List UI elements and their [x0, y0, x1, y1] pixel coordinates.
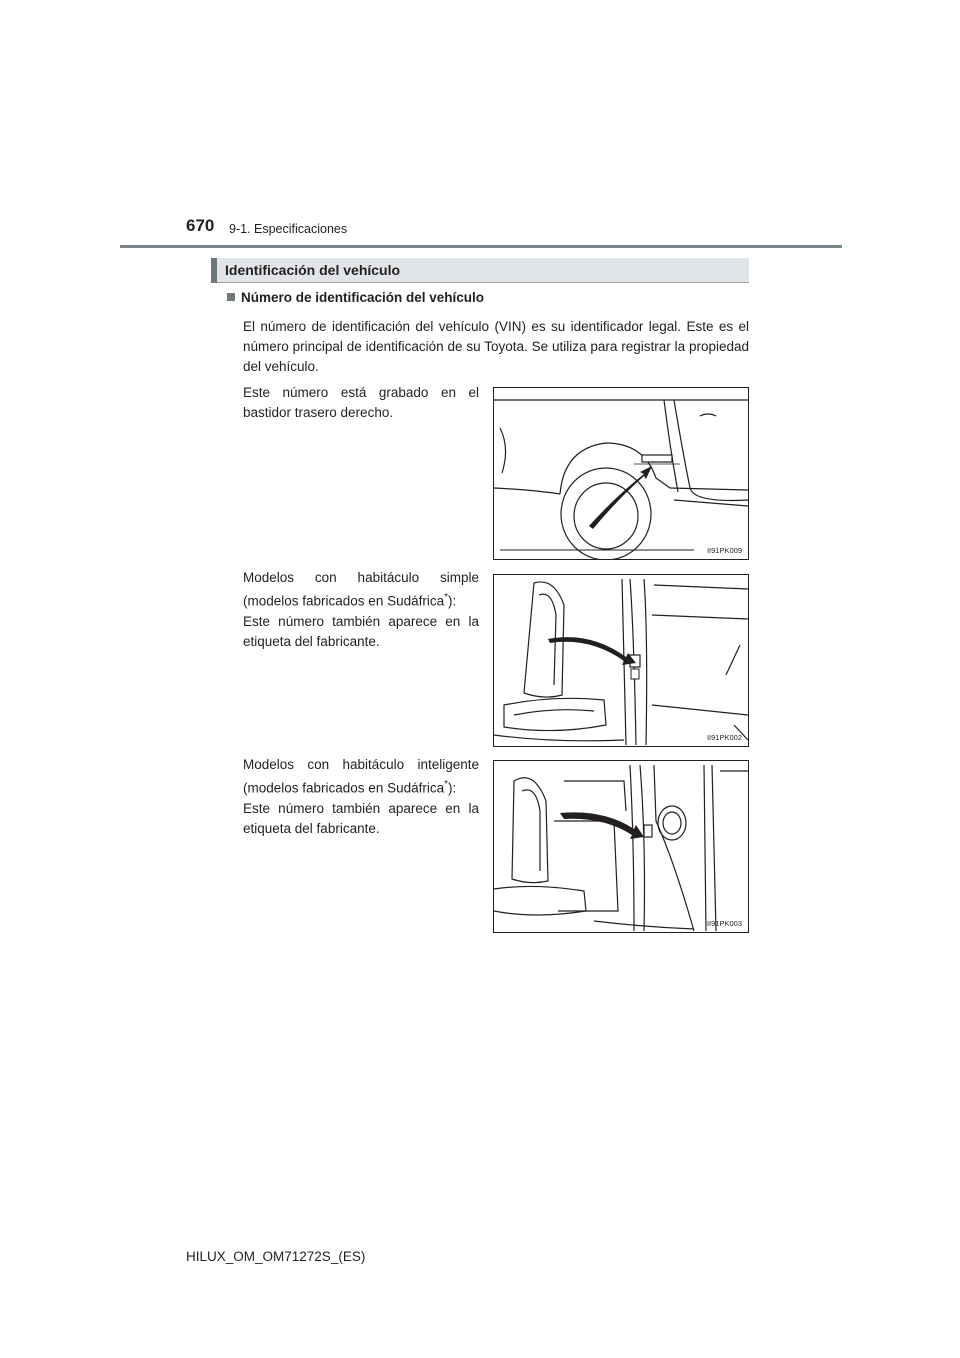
figure-rear-frame — [493, 387, 749, 560]
section-header — [211, 258, 749, 283]
figure-single-cab — [493, 574, 749, 747]
intro-paragraph: El número de identificación del vehículo (VIN) es su identificador legal. Este es el número principal de identificación de su Toyota. Se utiliza para registrar la propiedad del vehículo. — [243, 319, 749, 374]
item-2-text: Modelos con habitáculo simple (modelos fabricados en Sudáfrica*): Este número también aparece en la etiqueta del fabricante. — [243, 570, 479, 649]
rear-frame-illustration — [494, 388, 748, 559]
section-header-bar — [211, 258, 217, 283]
single-cab-illustration — [494, 575, 748, 746]
asterisk-mark: * — [444, 592, 449, 603]
section-title: Identificación del vehículo — [225, 262, 401, 278]
square-bullet-icon — [227, 293, 235, 301]
asterisk-mark: * — [444, 779, 449, 790]
footer-document-code: HILUX_OM_OM71272S_(ES) — [186, 1249, 366, 1264]
figure-code: II91PK002 — [706, 733, 742, 742]
smart-cab-illustration — [494, 761, 748, 932]
subsection-heading — [227, 290, 484, 305]
item-1-text: Este número está grabado en el bastidor trasero derecho. — [243, 385, 479, 420]
header-rule — [120, 245, 842, 248]
item-3-text: Modelos con habitáculo inteligente (modelos fabricados en Sudáfrica*): Este número también aparece en la etiqueta del fabricante. — [243, 757, 479, 836]
figure-code: II91PK003 — [706, 919, 742, 928]
subsection-title: Número de identificación del vehículo — [241, 290, 485, 305]
figure-code: II91PK009 — [706, 546, 742, 555]
figure-smart-cab — [493, 760, 749, 933]
chapter-title: 9-1. Especificaciones — [229, 222, 348, 236]
page-number: 670 — [186, 216, 215, 235]
